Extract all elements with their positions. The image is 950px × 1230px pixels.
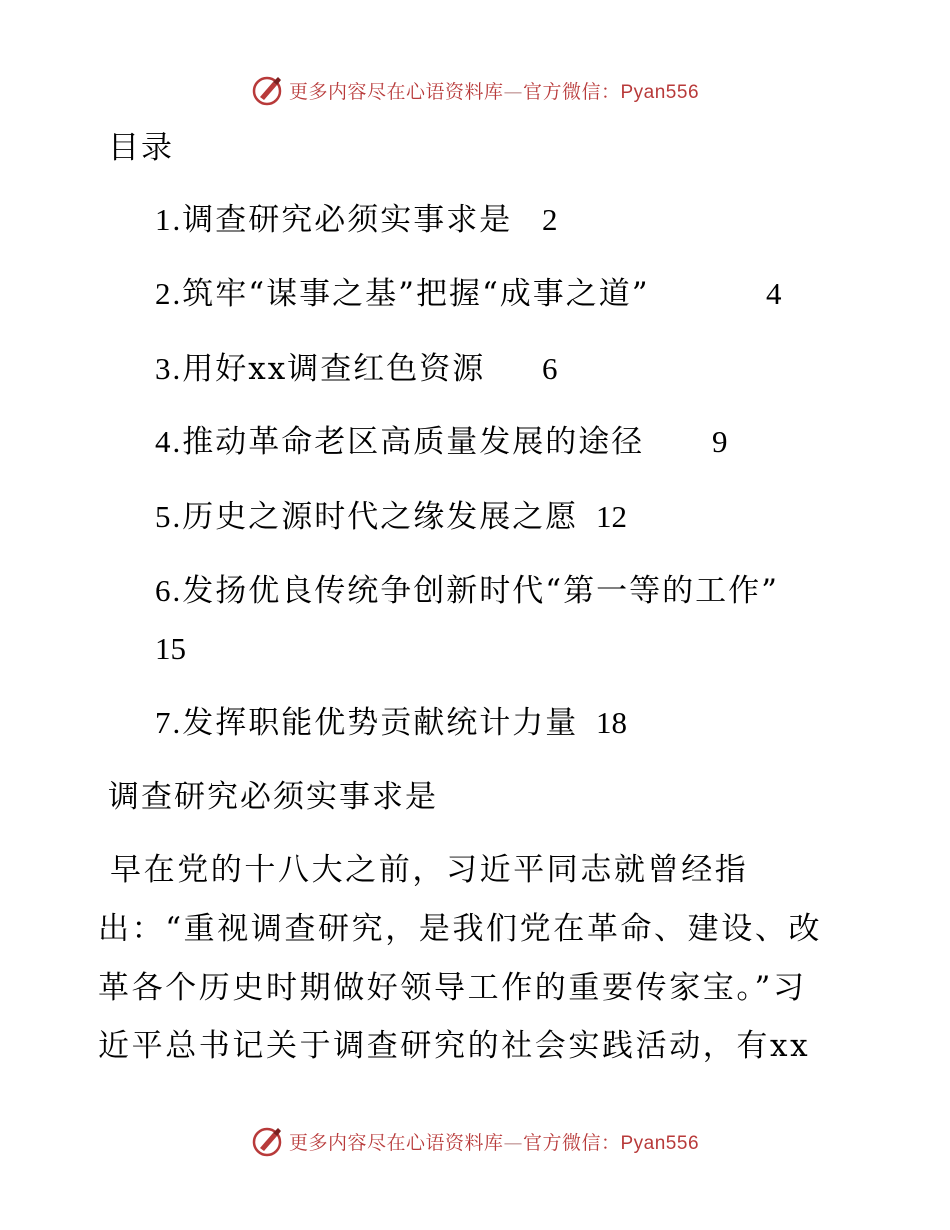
toc-item-number: 4. <box>155 424 183 459</box>
toc-item-text: 发扬优良传统争创新时代“第一等的工作” <box>182 573 779 609</box>
paragraph-line: 革各个历史时期做好领导工作的重要传家宝。”习 <box>98 970 807 1006</box>
toc-item-number: 7. <box>155 705 183 740</box>
toc-item[interactable] <box>155 701 578 745</box>
toc-item-text: 历史之源时代之缘发展之愿 <box>182 499 579 535</box>
pen-logo-icon <box>251 73 285 107</box>
toc-item-text: 发挥职能优势贡献统计力量 <box>182 705 579 741</box>
toc-title: 目录 <box>108 130 174 166</box>
toc-item[interactable] <box>155 198 512 242</box>
paragraph-line: 早在党的十八大之前，习近平同志就曾经指 <box>110 852 749 888</box>
toc-item-number: 5. <box>155 499 183 534</box>
paragraph-line: 近平总书记关于调查研究的社会实践活动，有xx <box>98 1028 811 1064</box>
toc-item-number: 6. <box>155 573 183 608</box>
toc-item-number: 2. <box>155 276 183 311</box>
footer-watermark <box>0 1121 950 1161</box>
toc-item[interactable] <box>155 495 578 539</box>
watermark-text: 更多内容尽在心语资料库—官方微信：Pyan556 <box>288 1131 700 1154</box>
toc-item-page: 12 <box>596 499 627 534</box>
section-heading: 调查研究必须实事求是 <box>108 779 438 815</box>
toc-item-page: 9 <box>712 424 728 459</box>
toc-item[interactable] <box>155 347 485 391</box>
toc-item-text: 筑牢“谋事之基”把握“成事之道” <box>182 276 650 312</box>
toc-item[interactable] <box>155 272 650 316</box>
toc-item-number: 1. <box>155 202 183 237</box>
toc-item-text: 调查研究必须实事求是 <box>182 202 513 238</box>
paragraph-line: 出：“重视调查研究，是我们党在革命、建设、改 <box>98 911 823 947</box>
watermark-text: 更多内容尽在心语资料库—官方微信：Pyan556 <box>288 80 700 103</box>
toc-item-number: 3. <box>155 351 183 386</box>
pen-logo-icon <box>251 1124 285 1158</box>
toc-item-page: 4 <box>766 276 782 311</box>
toc-item-page: 6 <box>542 351 558 386</box>
toc-item-text: 推动革命老区高质量发展的途径 <box>182 424 645 460</box>
toc-item-page: 18 <box>596 705 627 740</box>
toc-item-page: 2 <box>542 202 558 237</box>
toc-item[interactable] <box>155 569 779 613</box>
toc-item-text: 用好xx调查红色资源 <box>182 351 486 387</box>
toc-item[interactable] <box>155 420 644 464</box>
header-watermark <box>0 70 950 110</box>
toc-item-page: 15 <box>155 631 186 666</box>
